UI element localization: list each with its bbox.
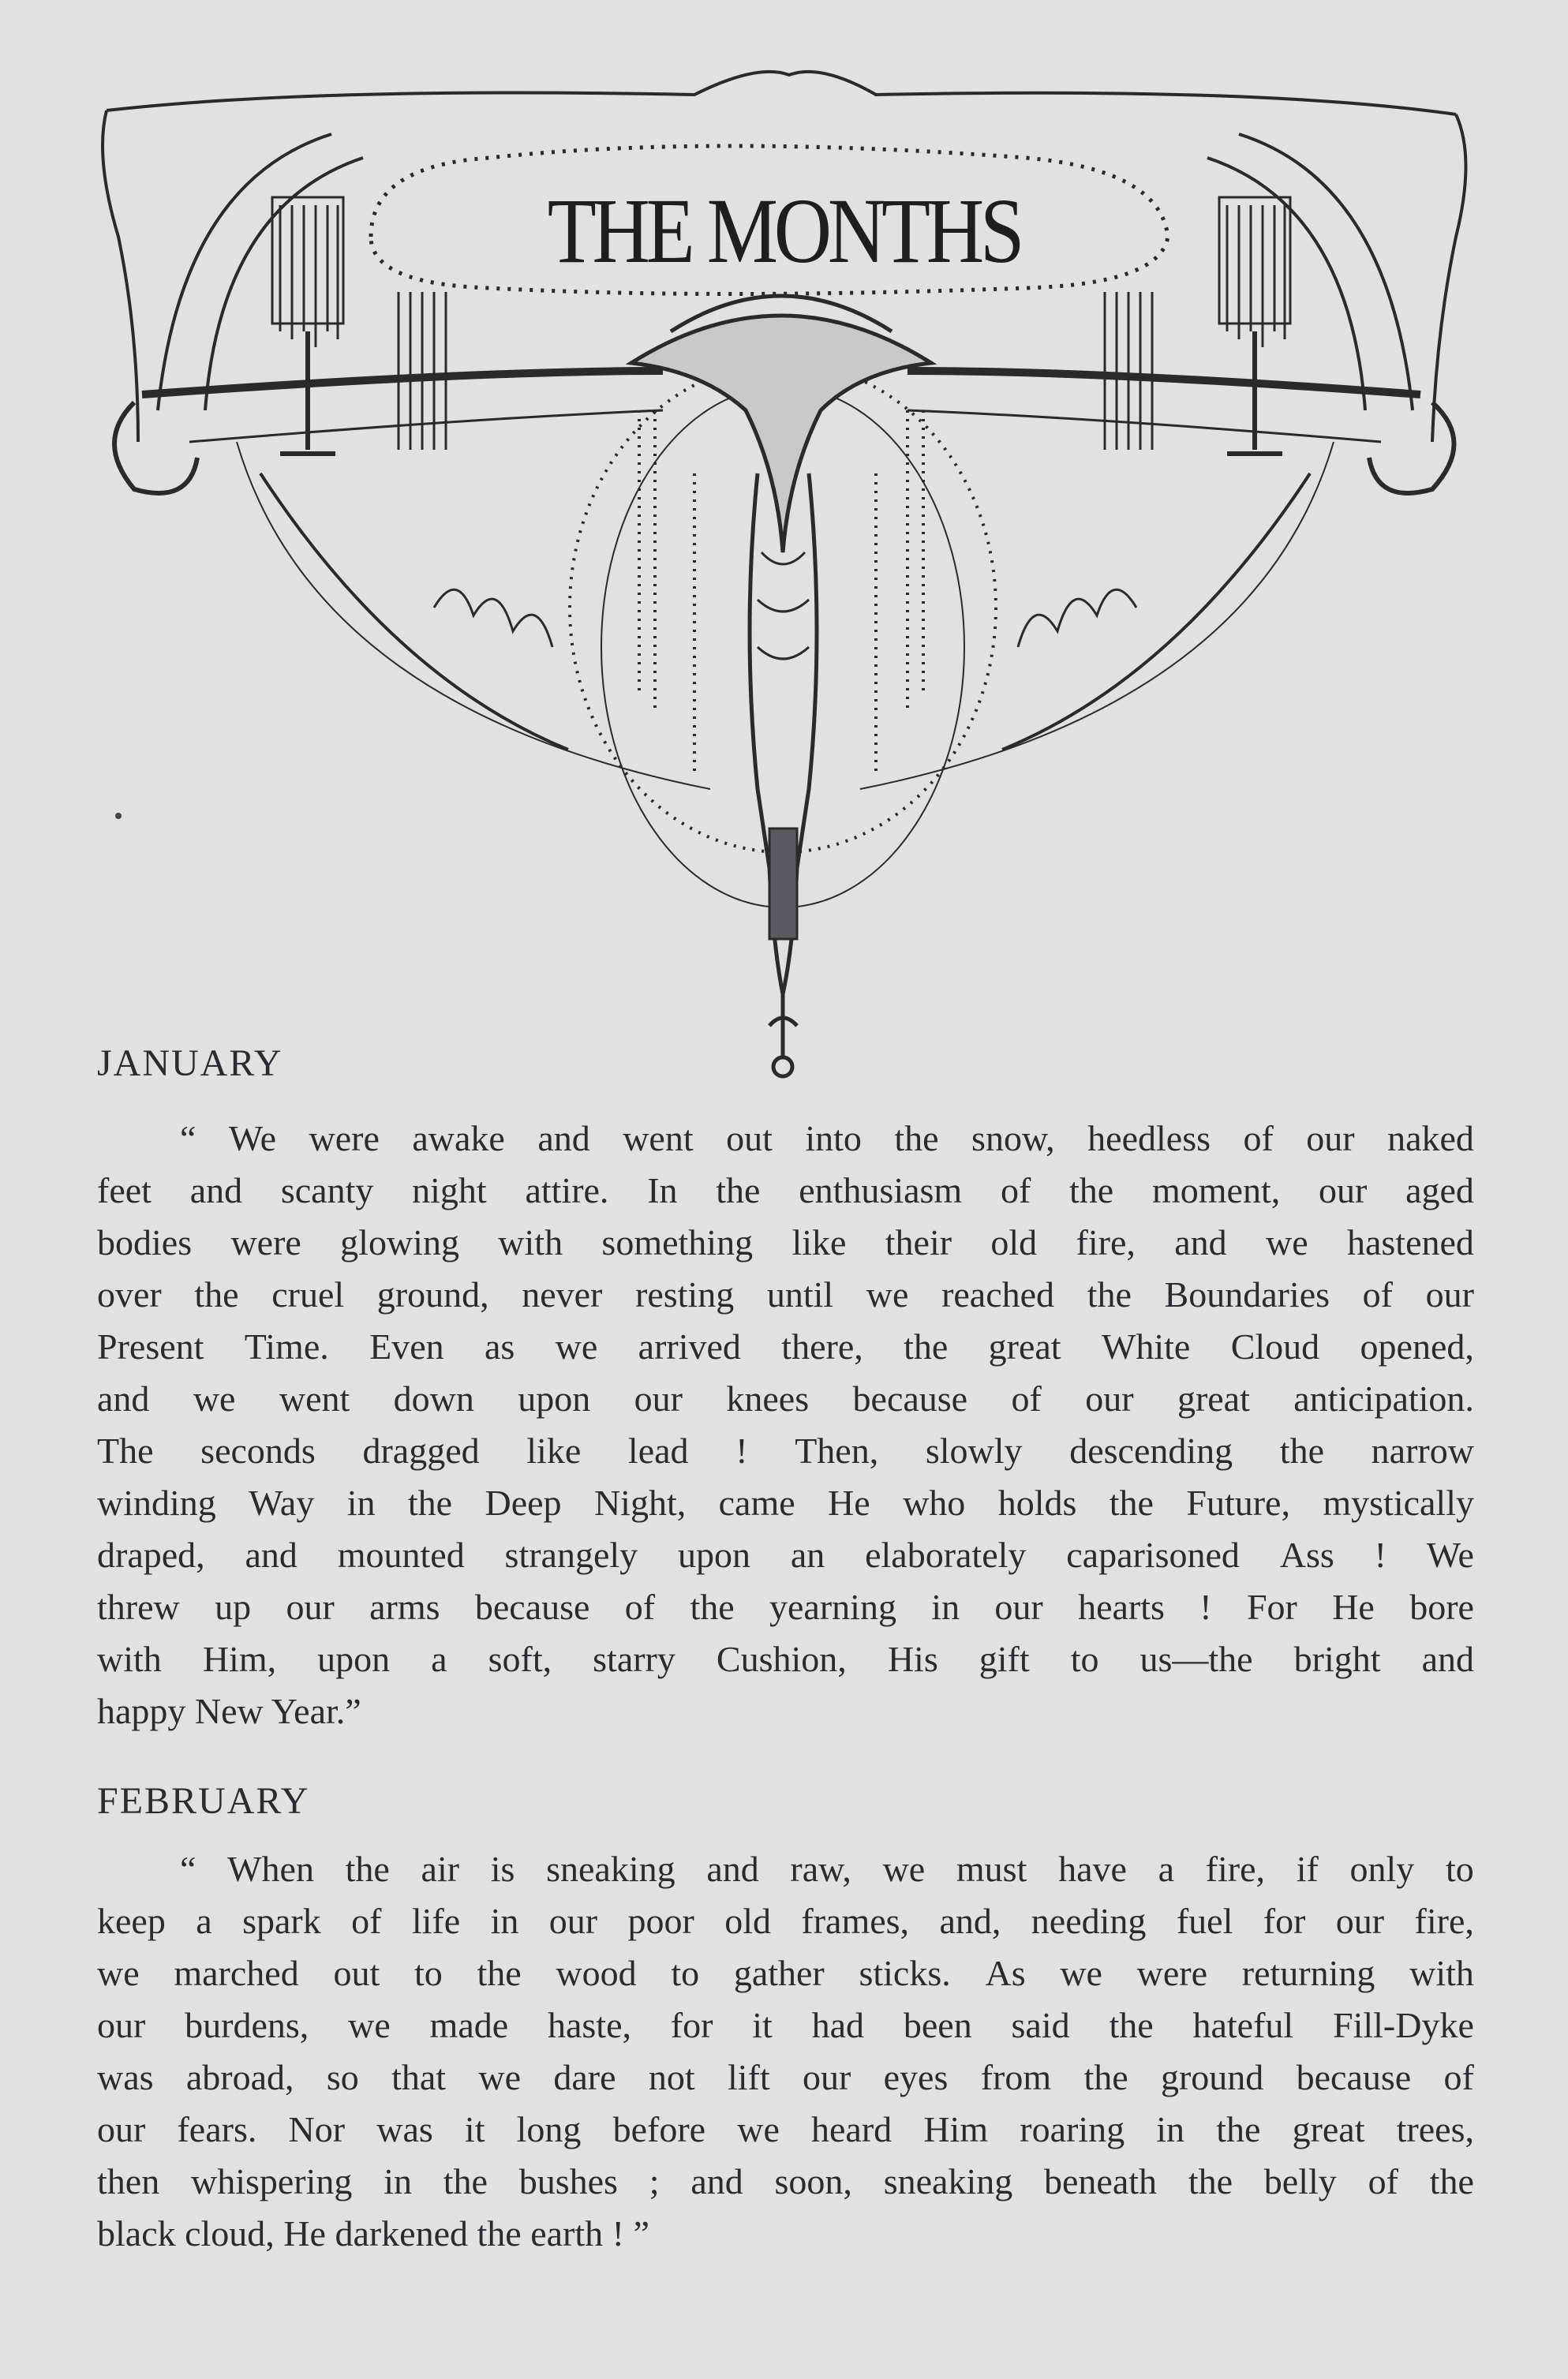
text-line: winding Way in the Deep Night, came He who holds the Future, mystically	[97, 1483, 1474, 1523]
text-line: The seconds dragged like lead ! Then, slowly descending the narrow	[97, 1431, 1474, 1471]
section-heading-february: FEBRUARY	[97, 1780, 310, 1822]
text-line: Present Time. Even as we arrived there, the great White Cloud opened,	[97, 1326, 1474, 1367]
text-line: happy New Year.”	[97, 1691, 361, 1731]
text-line: our fears. Nor was it long before we heard Him roaring in the great trees,	[97, 2109, 1474, 2149]
text-line: was abroad, so that we dare not lift our eyes from the ground because of	[97, 2057, 1474, 2097]
text-line: feet and scanty night attire. In the enthusiasm of the moment, our aged	[97, 1170, 1474, 1210]
text-line: then whispering in the bushes ; and soon, sneaking beneath the belly of the	[97, 2161, 1474, 2201]
text-line: and we went down upon our knees because of our great anticipation.	[97, 1378, 1474, 1419]
text-line: “ When the air is sneaking and raw, we must have a fire, if only to	[180, 1849, 1474, 1889]
text-line: black cloud, He darkened the earth ! ”	[97, 2213, 649, 2254]
text-line: threw up our arms because of the yearning in our hearts ! For He bore	[97, 1587, 1474, 1627]
section-heading-january: JANUARY	[97, 1042, 283, 1084]
february-paragraph	[97, 1843, 1474, 2260]
text-line: draped, and mounted strangely upon an elaborately caparisoned Ass ! We	[97, 1535, 1474, 1575]
text-line: bodies were glowing with something like their old fire, and we hastened	[97, 1222, 1474, 1262]
text-line: we marched out to the wood to gather sticks. As we were returning with	[97, 1953, 1474, 1993]
page-title: THE MONTHS	[547, 179, 1021, 282]
text-line: keep a spark of life in our poor old frames, and, needing fuel for our fire,	[97, 1901, 1474, 1941]
text-line: with Him, upon a soft, starry Cushion, His gift to us—the bright and	[97, 1639, 1474, 1679]
january-paragraph	[97, 1113, 1474, 1737]
art-nouveau-header-ornament	[0, 0, 1568, 1105]
paper-speck	[115, 813, 122, 819]
text-line: “ We were awake and went out into the snow, heedless of our naked	[180, 1118, 1474, 1158]
text-line: over the cruel ground, never resting until we reached the Boundaries of our	[97, 1274, 1474, 1315]
text-line: our burdens, we made haste, for it had been said the hateful Fill-Dyke	[97, 2005, 1474, 2045]
